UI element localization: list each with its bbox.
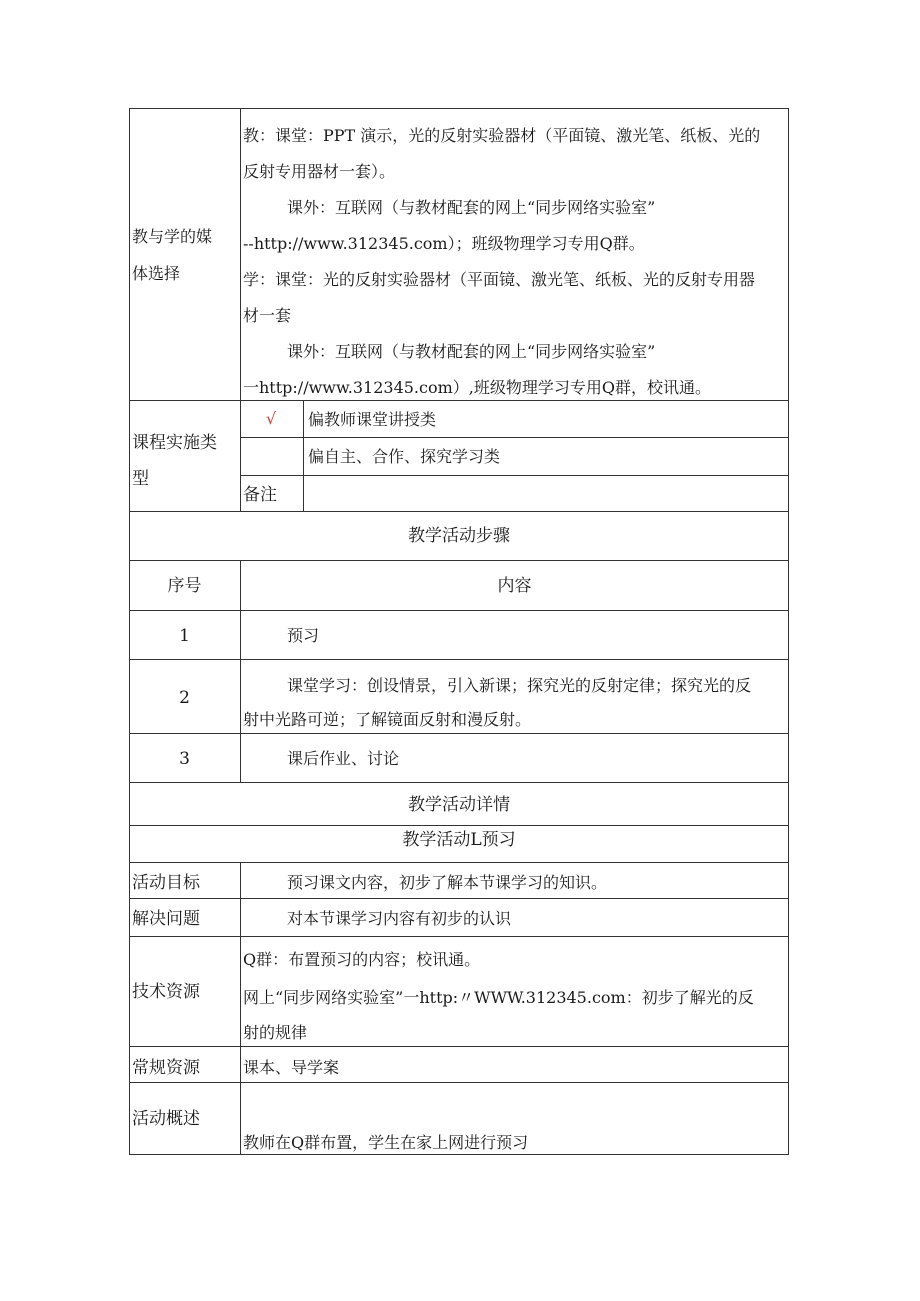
row-divider (129, 1082, 789, 1083)
media-line: 学：课堂：光的反射实验器材（平面镜、激光笔、纸板、光的反射专用器 (243, 270, 756, 289)
problem-value: 对本节课学习内容有初步的认识 (287, 909, 512, 928)
steps-col-no: 序号 (167, 576, 202, 596)
course-type-option: 偏教师课堂讲授类 (308, 410, 437, 429)
problem-label: 解决问题 (132, 909, 200, 929)
media-line: 课外：互联网（与教材配套的网上“同步网络实验室” (287, 198, 656, 217)
column-divider (303, 400, 304, 511)
row-divider (129, 898, 789, 899)
column-divider (240, 862, 241, 1155)
step-number: 2 (179, 688, 190, 708)
tech-label: 技术资源 (132, 982, 200, 1002)
row-divider (129, 560, 789, 561)
row-divider (240, 475, 789, 476)
step-number: 3 (179, 749, 190, 769)
row-divider (129, 1046, 789, 1047)
step-content: 射中光路可逆；了解镜面反射和漫反射。 (243, 710, 532, 729)
row-divider (129, 936, 789, 937)
row-divider (129, 782, 789, 783)
regular-label: 常规资源 (132, 1058, 200, 1078)
column-divider (240, 108, 241, 511)
row-divider (129, 825, 789, 826)
step-content: 预习 (287, 626, 320, 645)
step-number: 1 (179, 626, 190, 646)
details-title: 教学活动详情 (408, 795, 510, 815)
note-label: 备注 (243, 485, 277, 505)
media-line: 一http://www.312345.com）,班级物理学习专用Q群，校讯通。 (243, 378, 711, 397)
media-line: --http://www.312345.com）；班级物理学习专用Q群。 (243, 234, 645, 253)
goal-label: 活动目标 (132, 873, 200, 893)
overview-value: 教师在Q群布置，学生在家上网进行预习 (243, 1133, 529, 1152)
check-mark-icon: √ (266, 409, 277, 428)
tech-line: Q群：布置预习的内容；校讯通。 (243, 950, 481, 969)
details-subtitle: 教学活动L预习 (402, 830, 516, 850)
step-content: 课后作业、讨论 (287, 749, 400, 768)
row-divider (129, 511, 789, 512)
row-divider (129, 733, 789, 734)
media-line: 反射专用器材一套）。 (243, 162, 396, 181)
row-divider (129, 610, 789, 611)
media-line: 材一套 (243, 306, 292, 325)
row-divider (129, 862, 789, 863)
row-divider (129, 400, 789, 401)
tech-line: 射的规律 (243, 1023, 308, 1042)
steps-title: 教学活动步骤 (408, 526, 510, 546)
course-type-label: 型 (132, 469, 149, 489)
step-content: 课堂学习：创设情景，引入新课；探究光的反射定律；探究光的反 (287, 676, 752, 695)
row-divider (129, 659, 789, 660)
overview-label: 活动概述 (132, 1109, 200, 1129)
goal-value: 预习课文内容，初步了解本节课学习的知识。 (287, 873, 608, 892)
regular-value: 课本、导学案 (243, 1058, 340, 1077)
media-line: 教：课堂：PPT 演示，光的反射实验器材（平面镜、激光笔、纸板、光的 (243, 126, 761, 145)
steps-col-content: 内容 (497, 576, 532, 596)
tech-line: 网上“同步网络实验室”一http:〃WWW.312345.com：初步了解光的反 (243, 988, 754, 1007)
row-divider (240, 437, 789, 438)
media-label: 教与学的媒 (132, 227, 213, 246)
media-line: 课外：互联网（与教材配套的网上“同步网络实验室” (287, 342, 656, 361)
course-type-option: 偏自主、合作、探究学习类 (308, 447, 501, 466)
course-type-label: 课程实施类 (132, 433, 217, 453)
media-label: 体选择 (132, 264, 181, 283)
